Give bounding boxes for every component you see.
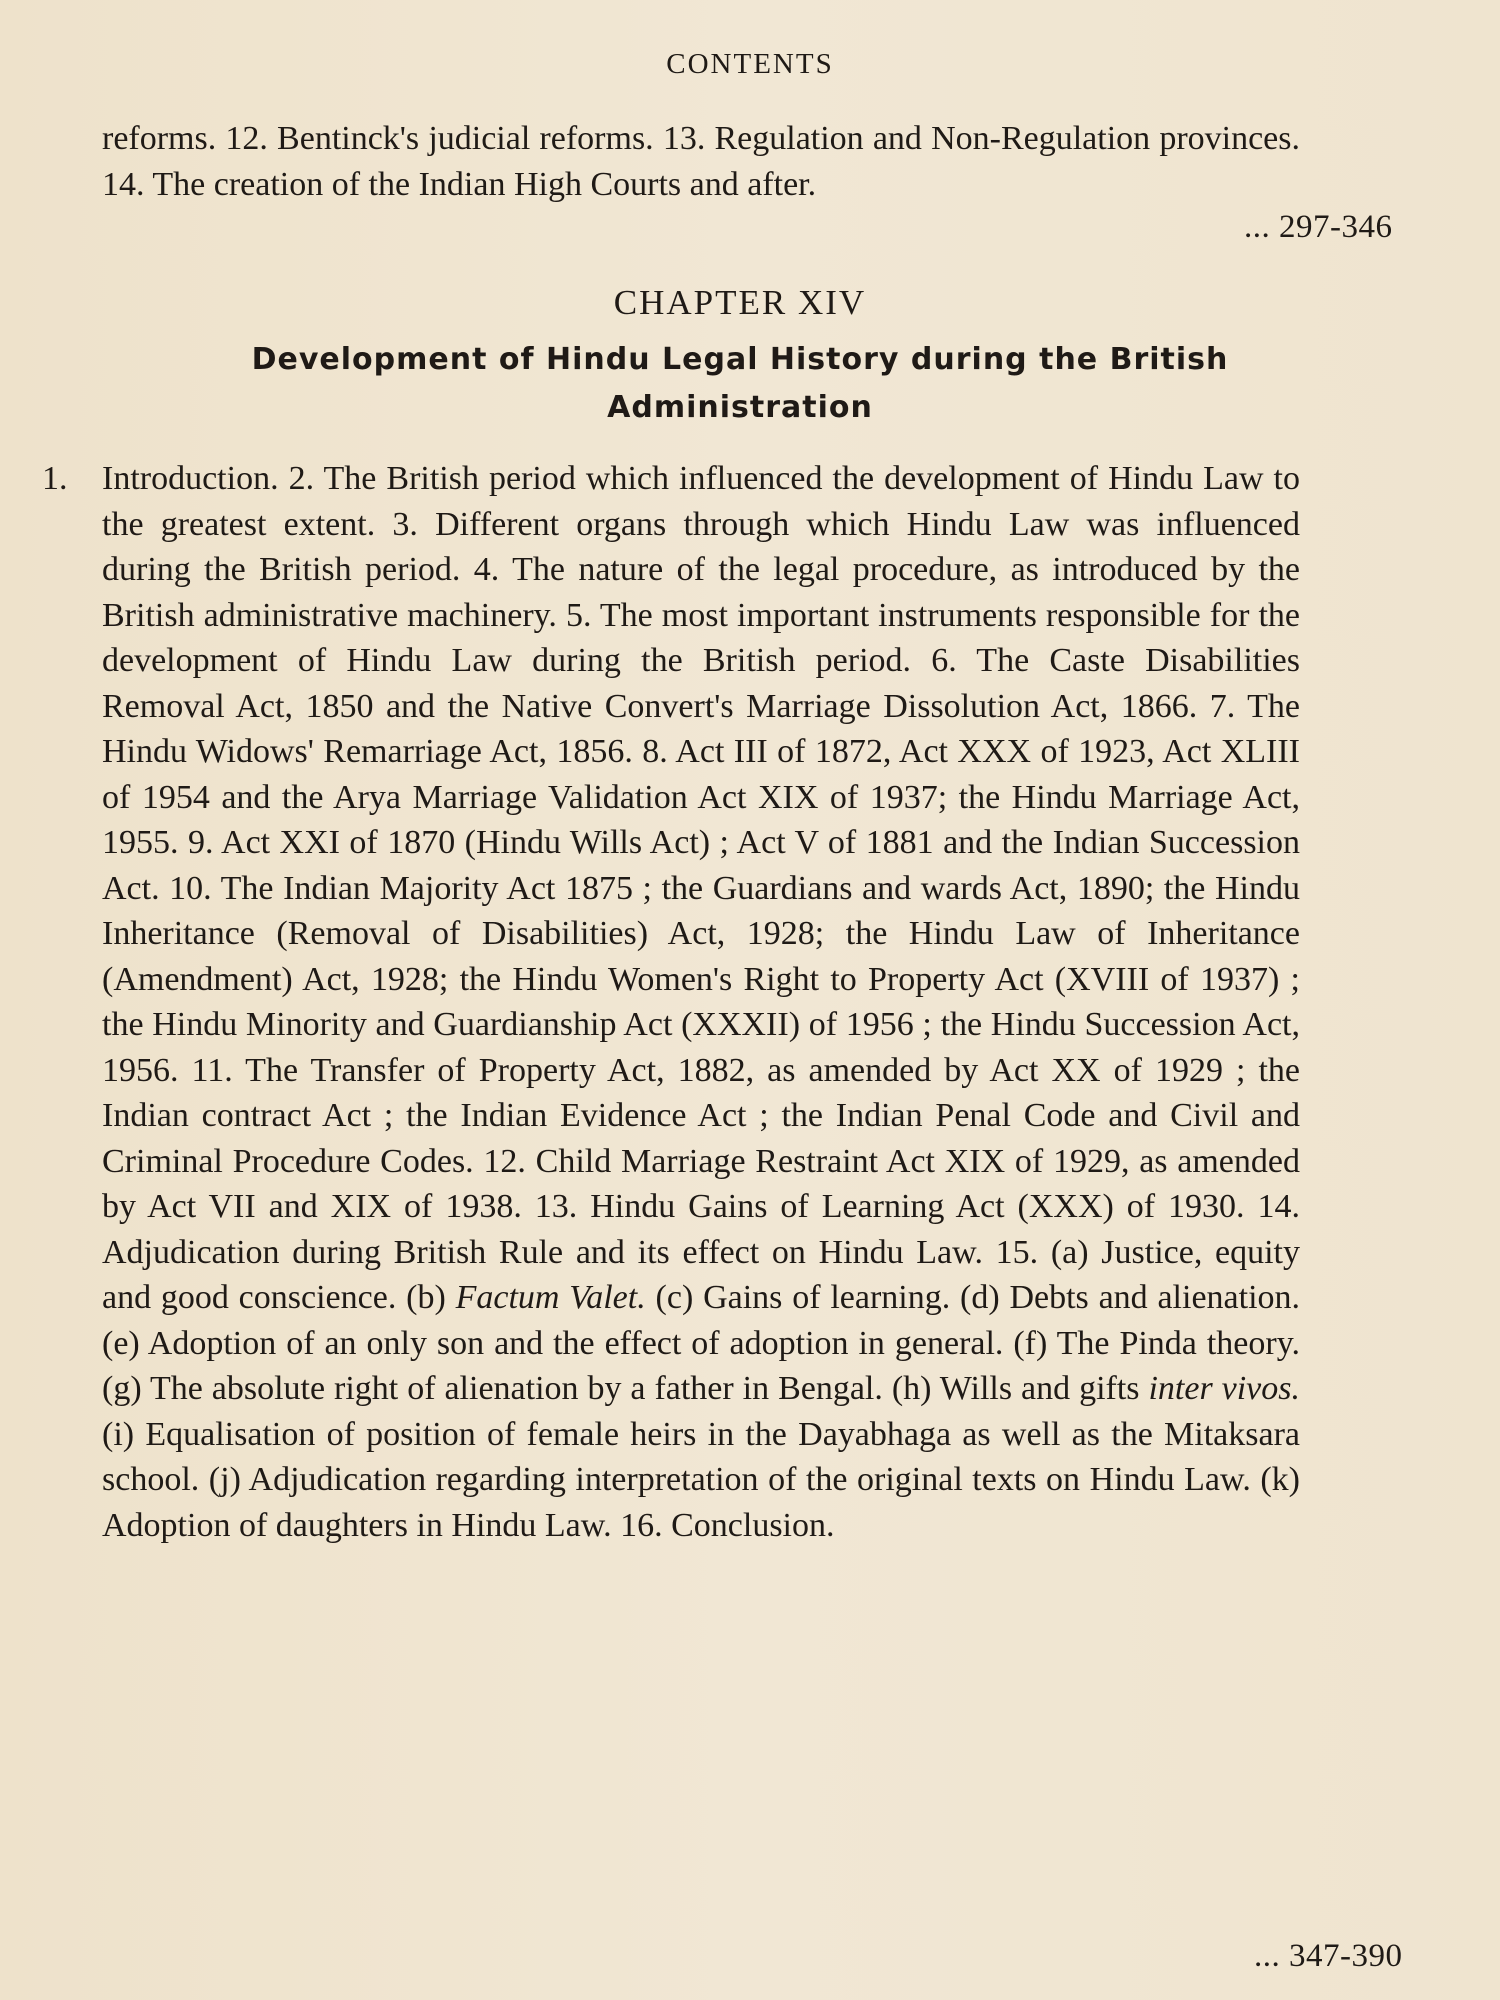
chapter-title: Development of Hindu Legal History during the British Administration [251, 342, 1229, 425]
chapter-page-range: ... 347-390 [1254, 1938, 1403, 1974]
page-header: CONTENTS [666, 48, 834, 80]
previous-chapter-summary: reforms. 12. Bentinck's judicial reforms. 13. Regulation and Non-Regulation provinces. 14. The creation of the Indian High Courts and after. [102, 120, 1300, 203]
chapter-summary [42, 456, 1301, 1548]
chapter-summary-text-mid-1: (c) Gains of learning. (d) Debts and alienation. (e) Adoption of an only son and the effect of adoption in general. (f) The Pinda theory. (g) The absolute right of alienation by a father in Bengal. (h) Wills and gifts [102, 1279, 1301, 1407]
previous-chapter-page-range: ... 297-346 [1244, 209, 1393, 245]
chapter-item-number: 1. [42, 460, 68, 497]
chapter-summary-italic-1: Factum Valet. [455, 1279, 646, 1316]
chapter-number: CHAPTER XIV [613, 283, 867, 322]
chapter-summary-text-mid-2: (i) Equalisation of position of female heirs in the Dayabhaga as well as the Mitaksara school. (j) Adjudication regarding interpretation of the original texts on Hindu Law. (k) Adoption of daughters in Hindu Law. 16. Conclusion. [102, 1415, 1300, 1544]
chapter-summary-italic-2: inter vivos. [1148, 1370, 1301, 1407]
chapter-summary-text-intro: Introduction. 2. The British period which influenced the development of Hindu Law to the greatest extent. 3. Different organs through which Hindu Law was influenced during the British period. 4. The nature of the legal procedure, as introduced by the British administrative machinery. 5. The most important instruments responsible for the development of Hindu Law during the British period. 6. The Caste Disabilities Removal Act, 1850 and the Native Convert's Marriage Dissolution Act, 1866. 7. The Hindu Widows' Remarriage Act, 1856. 8. Act III of 1872, Act XXX of 1923, Act XLIII of 1954 and the Arya Marriage Validation Act XIX of 1937; the Hindu Marriage Act, 1955. 9. Act XXI of 1870 (Hindu Wills Act) ; Act V of 1881 and the Indian Succession Act. 10. The Indian Majority Act 1875 ; the Guardians and wards Act, 1890; the Hindu Inheritance (Removal of Disabilities) Act, 1928; the Hindu Law of Inheritance (Amendment) Act, 1928; the Hindu Women's Right to Property Act (XVIII of 1937) ; the Hindu Minority and Guardianship Act (XXXII) of 1956 ; the Hindu Succession Act, 1956. 11. The Transfer of Property Act, 1882, as amended by Act XX of 1929 ; the Indian contract Act ; the Indian Evidence Act ; the Indian Penal Code and Civil and Criminal Procedure Codes. 12. Child Marriage Restraint Act XIX of 1929, as amended by Act VII and XIX of 1938. 13. Hindu Gains of Learning Act (XXX) of 1930. 14. Adjudication during British Rule and its effect on Hindu Law. 15. (a) Justice, equity and good conscience. (b) [102, 460, 1300, 1316]
